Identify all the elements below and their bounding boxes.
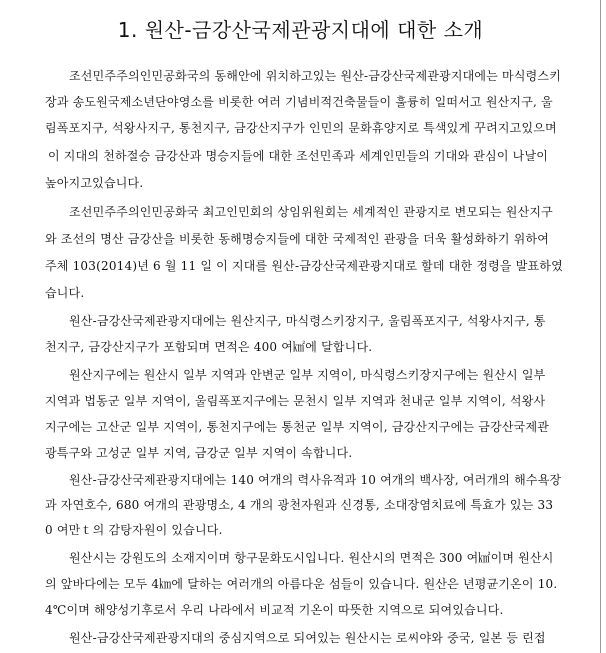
text-line: 천지구, 금강산지구가 포함되며 면적은 400 여㎢에 달합니다. — [45, 340, 373, 354]
text-line: 원산지구에는 원산시 일부 지역과 안변군 일부 지역이, 마식령스키장지구에는 원산시 일부 — [69, 368, 546, 382]
text-line: 원산-금강산국제관광지대에는 140 여개의 력사유적과 10 여개의 백사장, 여러개의 해수욕장 — [69, 473, 562, 487]
text-line: 원산-금강산국제관광지대의 중심지역으로 되여있는 원산시는 로씨야와 중국, 일본 등 린접 — [69, 631, 546, 645]
text-line: 림폭포지구, 석왕사지구, 통천지구, 금강산지구가 인민의 문화휴양지로 특색있게 꾸려지고있으며 — [45, 121, 557, 135]
text-line: 이 지대의 천하절승 금강산과 명승지들에 대한 조선민족과 세계인민들의 기대와 관심이 나날이 — [48, 149, 549, 163]
text-line: 광특구와 고성군 일부 지역, 금강군 일부 지역이 속합니다. — [45, 446, 353, 460]
text-line: 지역과 법동군 일부 지역이, 울림폭포지구에는 문천시 일부 지역과 천내군 일부 지역이, 석왕사 — [45, 394, 546, 408]
text-line: 과 자연호수, 680 여개의 관광명소, 4 개의 광천자원과 신경통, 소대장염치료에 특효가 있는 33 — [45, 498, 554, 512]
text-line: 원산시는 강원도의 소재지이며 항구문화도시입니다. 원산시의 면적은 300 여㎢이며 원산시 — [69, 551, 554, 565]
text-line: 원산-금강산국제관광지대에는 원산지구, 마식령스키장지구, 울림폭포지구, 석왕사지구, 통 — [69, 314, 546, 328]
text-line: 4℃이며 해양성기후로서 우리 나라에서 비교적 기온이 따뜻한 지역으로 되여있습니다. — [45, 603, 504, 617]
text-line: 지구에는 고산군 일부 지역이, 통천지구에는 통천군 일부 지역이, 금강산지구에는 금강산국제관 — [45, 420, 550, 434]
text-line: 0 여만ｔ의 감탕자원이 있습니다. — [45, 523, 223, 537]
text-line: 높아지고있습니다. — [45, 176, 144, 190]
text-line: 장과 송도원국제소년단야영소를 비롯한 여러 기념비적건축물들이 훌륭히 일떠서고 원산지구, 울 — [45, 95, 553, 109]
text-line: 습니다. — [45, 286, 85, 300]
text-line: 의 앞바다에는 모두 4㎞에 달하는 여러개의 아름다운 섬들이 있습니다. 원산은 년평균기온이 10. — [45, 577, 558, 591]
text-line: 조선민주주의인민공화국의 동해안에 위치하고있는 원산-금강산국제관광지대에는 마식령스키 — [69, 69, 561, 83]
text-line: 와 조선의 명산 금강산을 비롯한 동해명승지들에 대한 국제적인 관광을 더욱 활성화하기 위하여 — [45, 232, 550, 246]
text-line: 조선민주주의인민공화국 최고인민회의 상임위원회는 세계적인 관광지로 변모되는 원산지구 — [69, 205, 553, 219]
text-line: 주체 103(2014)년 6 월 11 일 이 지대를 원산-금강산국제관광지대로 할데 대한 정령을 발표하였 — [45, 259, 563, 273]
page-title: 1. 원산-금강산국제관광지대에 대한 소개 — [117, 18, 484, 42]
